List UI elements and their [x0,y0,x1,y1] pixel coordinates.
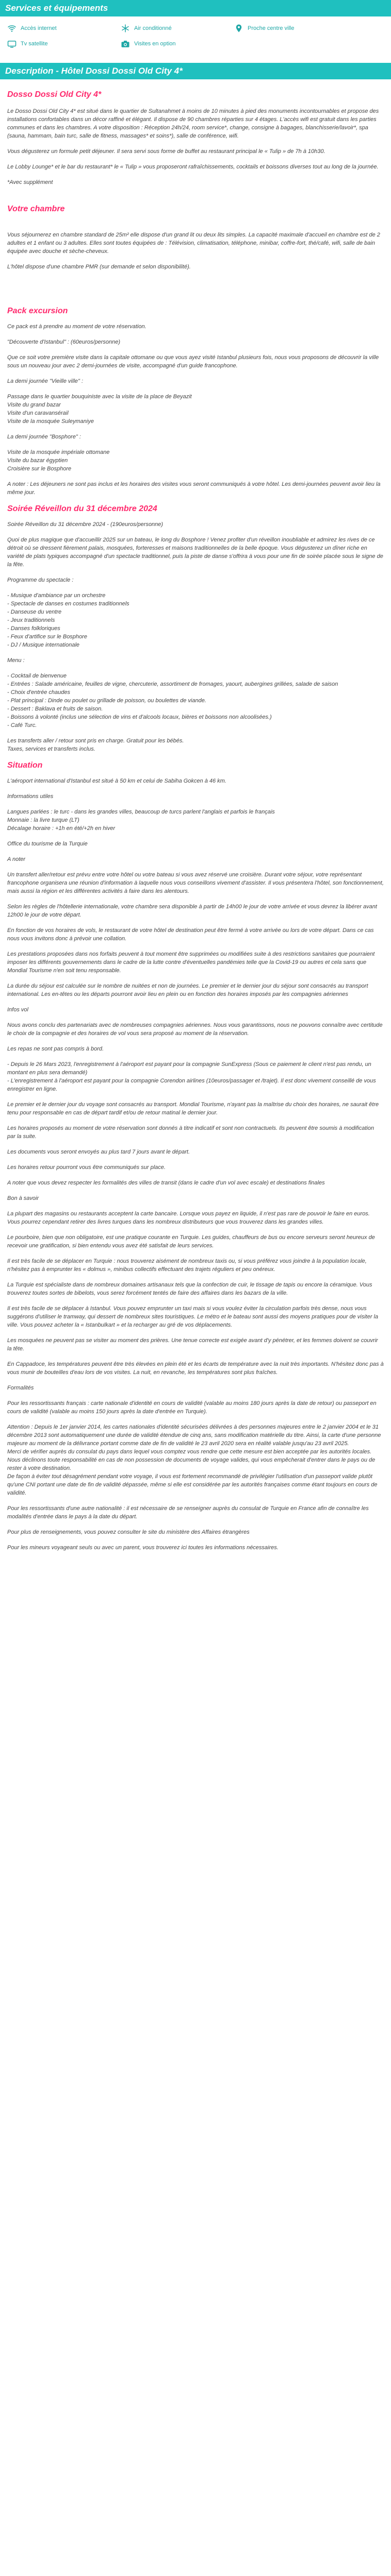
hotel-title: Dosso Dossi Old City 4* [7,90,102,99]
wifi-icon [7,24,17,33]
situation-paragraph: La plupart des magasins ou restaurants acceptent la carte bancaire. Lorsque vous payez en liquide, il n'est pas rare de pouvoir le faire en euros. Vous pourrez cependant retirer des livres turques dans les nombreux distributeurs que vous trouverez dans les grandes villes. [7,1211,370,1225]
situation-paragraph: Les horaires retour pourront vous être communiqués sur place. [7,1164,166,1171]
amenity-city-center [234,24,348,33]
situation-paragraph: Les horaires proposés au moment de votre réservation sont donnés à titre indicatif et sont non contractuels. Ils peuvent être soumis à modification par la suite. [7,1125,374,1140]
situation-paragraph: Office du tourisme de la Turquie [7,841,88,847]
situation-paragraph: Selon les règles de l'hôtellerie internationale, votre chambre sera disponible à partir de 14h00 le jour de votre arrivée et vous devrez la libérer avant 12h00 le jour de votre départ. [7,904,377,918]
pack-paragraph: "Découverte d'Istanbul" : (60euros/personne) [7,339,121,345]
reveillon-paragraph: Programme du spectacle : [7,577,74,583]
situation-paragraph: Les documents vous seront envoyés au plus tard 7 jours avant le départ. [7,1149,190,1155]
description-paragraph: Le Dosso Dossi Old City 4* est situé dans le quartier de Sultanahmet à moins de 10 minutes à pied des monuments incontournables et propose des installations confortables dans un décor raffiné et élégant. Il dispose de 90 chambres réparties sur 4 étages. L'accès wifi est gratuit dans les parties communes et dans les chambres. A votre disposition : Réception 24h/24, room service*, change, consigne à bagages, blanchisserie/lavoir*, spa (sauna, hammam, bain turc, salle de fitness, massages* et soins*), salle de conférence, wifi. [7,108,379,139]
pack-paragraph: A noter : Les déjeuners ne sont pas inclus et les horaires des visites vous seront communiqués à votre hôtel. Les demi-journées peuvent avoir lieu la même jour. [7,481,381,496]
amenity-internet [7,24,121,33]
room-paragraph: Vous séjournerez en chambre standard de 25m² elle dispose d'un grand lit ou deux lits simples. La capacité maximale d'accueil en chambre est de 2 adultes et 1 enfant ou 3 adultes. Elles sont toutes équipées de : Télévision, climatisation, téléphone, minibar, coffre-fort, thé/café, wifi, salle de bain équipée avec douche et sèche-cheveux. [7,232,380,255]
pack-paragraph: La demi journée "Vieille ville" : [7,378,84,384]
amenity-label: Accès internet [21,25,57,31]
pack-paragraph: Ce pack est à prendre au moment de votre réservation. [7,324,146,330]
reveillon-paragraph: Soirée Réveillon du 31 décembre 2024 - (190euros/personne) [7,521,164,528]
situation-paragraph: En fonction de vos horaires de vols, le restaurant de votre hôtel de destination peut être fermé à votre arrivée ou lors de votre départ. Dans ce cas nous vous invitons donc à prévoir une collation. [7,927,374,942]
description-header: Description - Hôtel Dossi Dossi Old City 4* [0,63,391,79]
snowflake-icon [121,24,130,33]
amenities-list [0,16,391,54]
situation-paragraph: Les repas ne sont pas compris à bord. [7,1046,104,1052]
situation-paragraph: Attention : Depuis le 1er janvier 2014, les cartes nationales d'identité sécurisées délivrées à des personnes majeures entre le 2 janvier 2004 et le 31 décembre 2013 sont automatiquement une durée de validité étendue de cinq ans, sans modification matérielle du titre. Ainsi, la carte d'une personne majeure au moment de la délivrance portant comme date de fin de validité le 23 avril 2020 sera en réalité valable jusqu'au 23 avril 2025. Merci de vérifier auprès du consulat du pays dans lequel vous comptez vous rendre que cette mesure est bien acceptée par les autorités locales. Nous déclinons toute responsabilité en cas de non possession de documents de voyage valides, qui vous empêcherait d'entrer dans le pays ou de rester à votre destination. De façon à éviter tout désagrément pendant votre voyage, il vous est fortement recommandé de privilégier l'utilisation d'un passeport valide plutôt qu'une CNI portant une date de fin de validité dépassée, même si elle est considérée par les autorités françaises comme étant toujours en cours de validité. [7,1424,381,1496]
description-content [0,79,391,1552]
room-paragraph: L'hôtel dispose d'une chambre PMR (sur demande et selon disponibilité). [7,264,191,270]
situation-paragraph: Nous avons conclu des partenariats avec de nombreuses compagnies aériennes. Nous vous garantissons, nous ne pouvons connaître avec certitude le choix de la compagnie et des horaires de vol vous sera proposé au moment de la réservation. [7,1022,383,1037]
location-icon [234,24,243,33]
reveillon-title: Soirée Réveillon du 31 décembre 2024 [7,504,157,513]
situation-paragraph: Un transfert aller/retour est prévu entre votre hôtel ou votre bateau si vous avez réservé une croisière. Durant votre séjour, votre représentant francophone organisera une réunion d'information à laquelle nous vous conseillons vivement d'assister. Il vous présentera l'hôtel, son fonctionnement, mais aussi la région et les différentes activités à faire dans les alentours. [7,872,384,894]
amenity-label: Proche centre ville [248,25,295,31]
tv-icon [7,39,17,48]
amenity-visits [121,39,234,48]
situation-paragraph: Il est très facile de se déplacer en Turquie : nous trouverez aisément de nombreux taxis ou, si vous préférez vous joindre à la population locale, n'hésitez pas à emprunter les « dolmus », minibus collectifs effectuant des trajets réguliers et peu onéreux. [7,1258,367,1273]
situation-paragraph: Informations utiles [7,793,54,800]
situation-paragraph: Le premier et le dernier jour du voyage sont consacrés au transport. Mondial Tourisme, n'ayant pas la maîtrise du choix des horaires, ne saurait être tenu pour responsable en cas de départ tardif et/ou de retour matinal le dernier jour. [7,1101,379,1116]
situation-paragraph: Infos vol [7,1007,28,1013]
amenity-air-conditioning [121,24,234,33]
description-paragraph: *Avec supplément [7,179,53,185]
reveillon-paragraph: Quoi de plus magique que d'accueillir 2025 sur un bateau, le long du Bosphore ! Venez profiter d'un réveillon inoubliable et admirez les rives de ce détroit où se dressent fièrement palais, mosquées, forteresses et maisons traditionnelles de la belle époque. Vous dégusterez un dîner riche en variété de plats typiques accompagné d'un spectacle traditionnel, puis la piste de danse s'offrira à vous pour une fin de soirée placée sous le signe de la fête. [7,537,383,568]
situation-paragraph: L'aéroport international d'Istanbul est situé à 50 km et celui de Sabiha Gokcen à 46 km. [7,778,226,784]
description-paragraph: Le Lobby Lounge* et le bar du restaurant* le « Tulip » vous proposeront rafraîchissements, cocktails et boissons diverses tout au long de la journée. [7,164,379,170]
situation-paragraph: La durée du séjour est calculée sur le nombre de nuitées et non de journées. Le premier et le dernier jour du séjour sont consacrés au transport international. Les en-têtes ou les départs pourront avoir lieu en plein ou en fonction des horaires imposés par les compagnies aériennes [7,983,368,997]
situation-paragraph: Bon à savoir [7,1195,39,1201]
situation-paragraph: - Depuis le 26 Mars 2023, l'enregistrement à l'aéroport est payant pour la compagnie SunExpress (Sous ce paiement le client n'est pas rendu, un montant en plus sera demandé) - L'enregistrement à l'aéroport est payant pour la compagnie Corendon airlines (10euros/passager et /trajet). Il est donc vivement conseillé de vous enregistrer en ligne. [7,1061,376,1092]
description-paragraph: Vous dégusterez un formule petit déjeuner. Il sera servi sous forme de buffet au restaurant principal le « Tulip » de 7h à 10h30. [7,148,325,155]
situation-paragraph: Langues parlées : le turc - dans les grandes villes, beaucoup de turcs parlent l'anglais et parfois le français Monnaie : la livre turque (LT) Décalage horaire : +1h en été/+2h en hiver [7,809,275,832]
amenity-label: Air conditionné [134,25,172,31]
amenity-label: Tv satellite [21,41,48,47]
situation-paragraph: Pour les mineurs voyageant seuls ou avec un parent, vous trouverez ici toutes les informations nécessaires. [7,1545,279,1551]
reveillon-paragraph: - Cocktail de bienvenue - Entrées : Salade américaine, feuilles de vigne, chercuterie, assortiment de fromages, yaourt, aubergines grillées, salade de saison - Choix d'entrée chaudes - Plat principal : Dinde ou poulet ou grillade de poisson, ou boulettes de viande. - Dessert : Baklava et fruits de saison. - Boissons à volonté (inclus une sélection de vins et d'alcools locaux, bières et boissons non alcoolisées.) - Café Turc. [7,673,338,728]
pack-paragraph: Que ce soit votre première visite dans la capitale ottomane ou que vous ayez visité Istanbul plusieurs fois, nous vous proposons de découvrir la ville sous un nouveau jour avec 2 demi-journées de visite, accompagné d'un guide francophone. [7,354,379,369]
situation-paragraph: A noter [7,856,26,862]
situation-paragraph: Pour plus de renseignements, vous pouvez consulter le site du ministère des Affaires étrangères [7,1529,250,1535]
camera-icon [121,39,130,48]
amenity-label: Visites en option [134,41,176,47]
room-title: Votre chambre [7,205,65,213]
situation-paragraph: Pour les ressortissants français : carte nationale d'identité en cours de validité (valable au moins 180 jours après la date de retour) ou passeport en cours de validité (valable au moins 150 jours après la date d'entrée en Turquie). [7,1400,377,1415]
situation-paragraph: Les mosquées ne peuvent pas se visiter au moment des prières. Une tenue correcte est exigée avant d'y pénétrer, et les femmes doivent se couvrir la tête. [7,1337,378,1352]
reveillon-paragraph: - Musique d'ambiance par un orchestre - Spectacle de danses en costumes traditionnels - Danseuse du ventre - Jeux traditionnels - Danses folkloriques - Feux d'artifice sur le Bosphore - DJ / Musique internationale [7,592,129,648]
pack-paragraph: Passage dans le quartier bouquiniste avec la visite de la place de Beyazit Visite du grand bazar Visite d'un caravansérail Visite de la mosquée Suleymaniye [7,394,192,425]
reveillon-paragraph: Les transferts aller / retour sont pris en charge. Gratuit pour les bébés. Taxes, services et transferts inclus. [7,738,184,752]
pack-paragraph: Visite de la mosquée impériale ottomane Visite du bazar égyptien Croisière sur le Bosphore [7,449,110,472]
pack-paragraph: La demi journée "Bosphore" : [7,434,81,440]
situation-title: Situation [7,761,43,770]
situation-paragraph: En Cappadoce, les températures peuvent être très élevées en plein été et les écarts de température avec la nuit très importants. N'hésitez donc pas à vous munir de bouteilles d'eau lors de vos visites. La nuit, en revanche, les températures sont plus fraîches. [7,1361,384,1376]
situation-paragraph: Le pourboire, bien que non obligatoire, est une pratique courante en Turquie. Les guides, chauffeurs de bus ou encore serveurs seront heureux de recevoir une gratification, si bien entendu vous avez été satisfait de leurs services. [7,1234,375,1249]
situation-paragraph: A noter que vous devez respecter les formalités des villes de transit (dans le cadre d'un vol avec escale) et destinations finales [7,1180,325,1186]
amenity-tv [7,39,121,48]
services-header: Services et équipements [0,0,391,16]
situation-paragraph: Les prestations proposées dans nos forfaits peuvent à tout moment être supprimées ou modifiées suite à des restrictions sanitaires que pourraient imposer les différents gouvernements dans le cadre de la lutte contre d'éventuelles pandémies telle que la Covid-19 ou autres et cela sans que Mondial Tourisme n'en soit tenu responsable. [7,951,375,974]
situation-paragraph: Il est très facile de se déplacer à Istanbul. Vous pouvez emprunter un taxi mais si vous voulez éviter la circulation parfois très dense, nous vous suggérons d'utiliser le tramway, qui dessert de nombreux sites touristiques. Le métro et le bateau sont aussi des moyens pratiques pour de visiter la ville. Vous pouvez acheter la « Istanbulkart » et la recharger au gré de vos déplacements. [7,1306,379,1328]
situation-paragraph: La Turquie est spécialiste dans de nombreux domaines artisanaux tels que la confection de cuir, le tissage de tapis ou encore la céramique. Vous trouverez toutes sortes de bibelots, vous serez forcément tentés de faire des affaires dans les bazars de la ville. [7,1282,372,1296]
situation-paragraph: Pour les ressortissants d'une autre nationalité : il est nécessaire de se renseigner auprès du consulat de Turquie en France afin de connaître les modalités d'entrée dans le pays à la date du départ. [7,1505,369,1520]
pack-title: Pack excursion [7,307,68,315]
situation-paragraph: Formalités [7,1385,34,1391]
situation-body [7,777,384,1552]
reveillon-paragraph: Menu : [7,657,25,664]
